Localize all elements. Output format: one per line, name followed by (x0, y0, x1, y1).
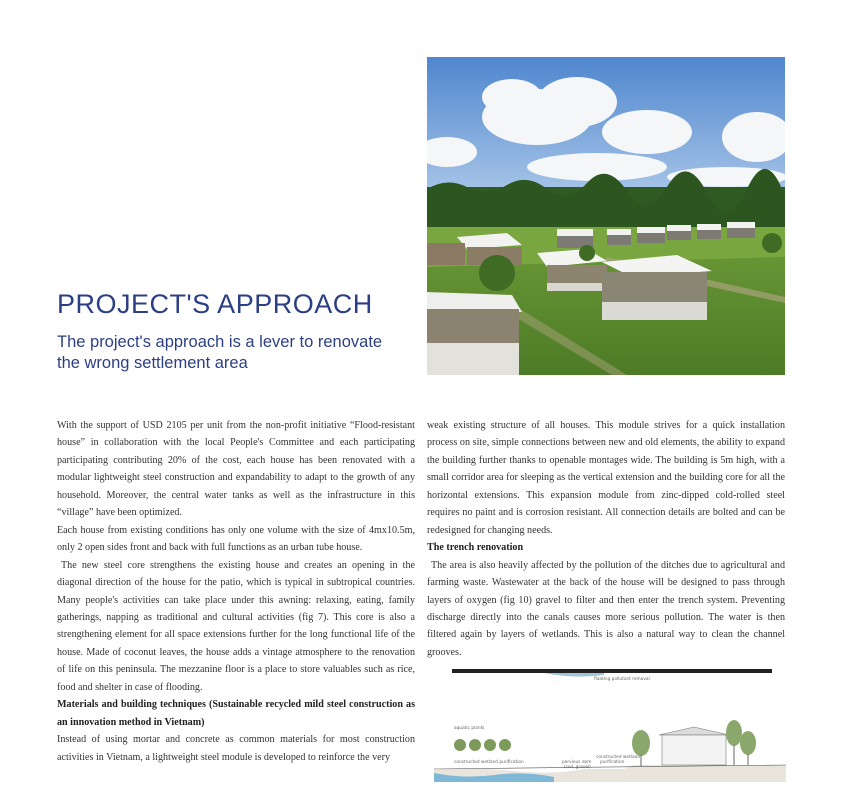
section-subheading: The project's approach is a lever to renovate the wrong settlement area (57, 333, 383, 372)
settlement-photo (427, 57, 785, 375)
left-column (57, 417, 415, 766)
paragraph: Each house from existing conditions has only one volume with the size of 4mx10.5m, only 2 open sides front and back with full functions as an urban tube house. (57, 524, 415, 554)
trench-section-diagram (434, 665, 786, 782)
paragraph: The area is also heavily affected by the pollution of the ditches due to agricultural and farming waste. Wastewater at the back of the house will be designed to pass through layers of oxygen (fig 10) gravel to filter and then enter the trench system. Preventing discharge directly into the canals causes more serious pollution. The water is then filtered again by layers of wetlands. This is also a natural way to clean the channel grooves. (427, 559, 785, 658)
subsection-heading: The trench renovation (427, 542, 524, 554)
paragraph: Instead of using mortar and concrete as common materials for most construction activities in Vietnam, a lightweight steel module is developed to reinforce the very (57, 734, 415, 763)
diagram-label-wetland1: constructed wetland purification (454, 760, 524, 765)
subsection-heading: Materials and building techniques (Sustainable recycled mild steel construction as an innovation method in Vietnam) (57, 699, 415, 728)
diagram-label-top: floating pollutant removal (594, 677, 650, 682)
section-heading: PROJECT'S APPROACH (57, 289, 373, 319)
diagram-label-dam: pervious dam (562, 760, 592, 765)
diagram-label-plants: aquatic plants (454, 726, 485, 731)
right-column (427, 417, 785, 661)
paragraph: weak existing structure of all houses. This module strives for a quick installation process on site, simple connections between new and old elements, the ability to expand the building further thanks to openable montages wide. The building is 5m high, with a small corridor area for sleeping as the vertical extension and the building core for all the horizontal extensions. This expansion module from zinc-dipped cold-rolled steel requires no paint and is corrosion resistant. All connection details are bolted and can be redesigned for changing needs. (427, 420, 785, 536)
diagram-label-wetland2: constructed wetland (596, 755, 641, 760)
diagram-label-wetland2b: purification (600, 760, 625, 765)
paragraph: With the support of USD 2105 per unit from the non-profit initiative “Flood-resistant house” in collaboration with the local People's Committee and each participating participating contributing 20% of the cost, each house has been renovated with a modular lightweight steel construction and expandability to adapt to the growth of any household. Moreover, the central water tanks as well as the infrastructure in this “village” have been optimized. (57, 420, 415, 519)
paragraph: The new steel core strengthens the existing house and creates an opening in the diagonal direction of the house for the patio, which is typical in subtropical countries. Many people's activities can take place under this awning: relaxing, eating, family gatherings, napping as traditional and cultural activities (fig 7). This core is also a strengthening element for all space extensions further for the long functional life of the house. Made of coconut leaves, the house adds a vintage atmosphere to the renovation of life on this peninsula. The mezzanine floor is a place to store valuables such as rice, food and shelter in case of flooding. (57, 559, 415, 693)
